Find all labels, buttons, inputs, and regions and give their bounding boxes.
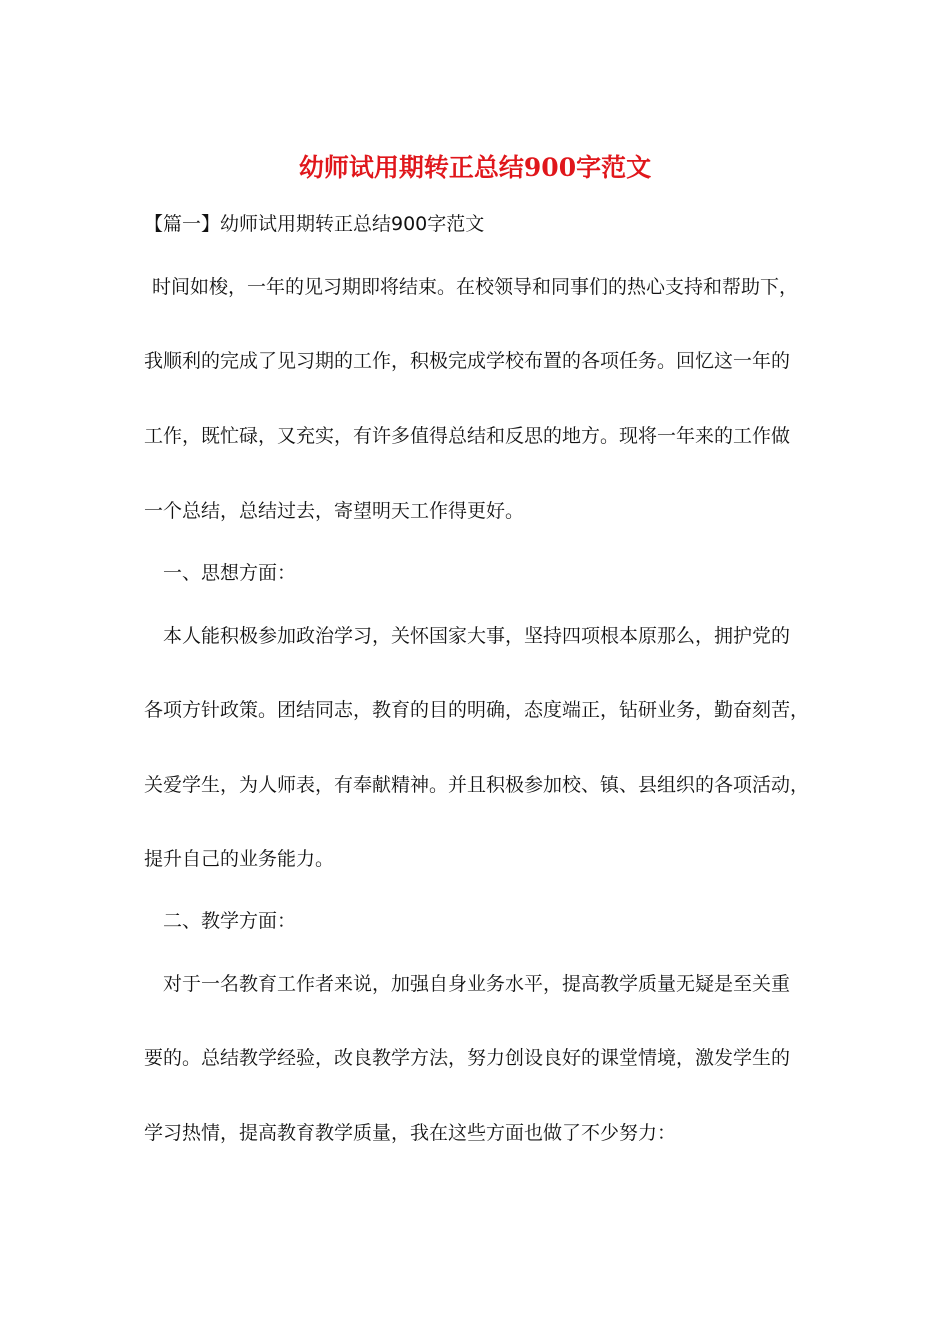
subsection-heading: 二、教学方面： <box>163 910 297 932</box>
paragraph-line: 工作，既忙碌，又充实，有许多值得总结和反思的地方。现将一年来的工作做 <box>144 425 791 447</box>
paragraph-line: 要的。总结教学经验，改良教学方法，努力创设良好的课堂情境，激发学生的 <box>144 1047 791 1069</box>
paragraph-line: 学习热情，提高教育教学质量，我在这些方面也做了不少努力： <box>144 1122 677 1144</box>
paragraph-line: 对于一名教育工作者来说，加强自身业务水平，提高教学质量无疑是至关重 <box>163 973 791 995</box>
section-heading: 【篇一】幼师试用期转正总结900字范文 <box>144 213 485 235</box>
paragraph-line: 各项方针政策。团结同志，教育的目的明确，态度端正，钻研业务，勤奋刻苦， <box>144 699 810 721</box>
paragraph-line: 时间如梭，一年的见习期即将结束。在校领导和同事们的热心支持和帮助下， <box>152 276 799 298</box>
paragraph-line: 我顺利的完成了见习期的工作，积极完成学校布置的各项任务。回忆这一年的 <box>144 350 791 372</box>
subsection-heading: 一、思想方面： <box>163 562 297 584</box>
document-title: 幼师试用期转正总结900字范文 <box>298 153 652 182</box>
paragraph-line: 关爱学生，为人师表，有奉献精神。并且积极参加校、镇、县组织的各项活动， <box>144 774 810 796</box>
paragraph-line: 一个总结，总结过去，寄望明天工作得更好。 <box>144 500 525 522</box>
paragraph-line: 本人能积极参加政治学习，关怀国家大事，坚持四项根本原那么，拥护党的 <box>163 625 791 647</box>
paragraph-line: 提升自己的业务能力。 <box>144 848 335 870</box>
